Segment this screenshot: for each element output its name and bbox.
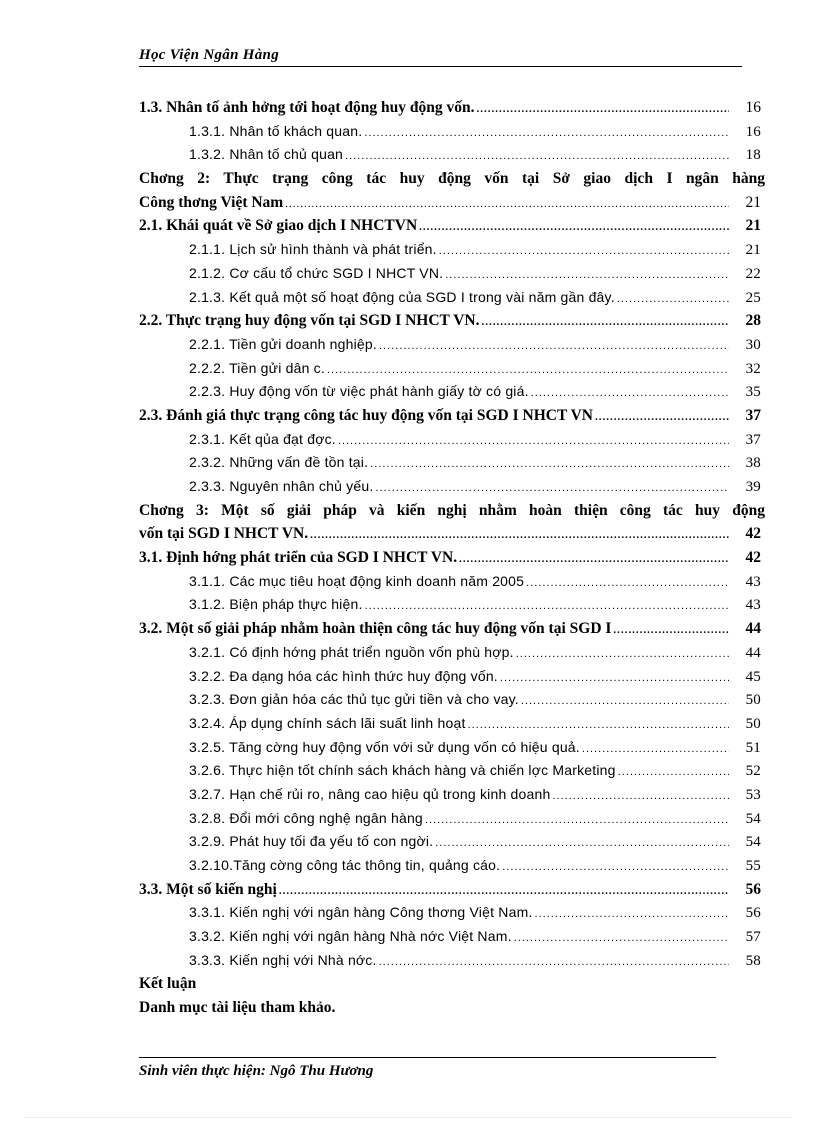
toc-label: 3.3.3. Kiến nghị với Nhà nớc.: [189, 951, 377, 968]
toc-label: 2.3. Đánh giá thực trạng công tác huy động vốn tại SGD I NHCT VN: [139, 406, 593, 424]
toc-label: 2.1. Khái quát về Sở giao dịch I NHCTVN: [139, 217, 418, 235]
toc-page-number: 37: [745, 431, 761, 448]
toc-page-number: 21: [745, 242, 761, 259]
toc-page-number: 35: [745, 384, 761, 401]
toc-label: 2.3.2. Những vấn đề tồn tại.: [189, 454, 369, 471]
toc-label: 3.3.1. Kiến nghị với ngân hàng Công thơng Việt Nam.: [189, 904, 533, 921]
toc-page-number: 18: [745, 147, 761, 164]
toc-leader-dots: [310, 524, 729, 548]
toc-page-number: 32: [745, 360, 761, 377]
toc-page-number: 28: [745, 312, 761, 330]
toc-label: 3.2.4. Áp dụng chính sách lãi suất linh hoạt: [189, 714, 466, 731]
toc-entry-2-2-3[interactable]: [139, 380, 761, 404]
toc-entry-conclusion[interactable]: Kết luận: [139, 975, 197, 993]
toc-page-number: 54: [745, 810, 761, 827]
toc-leader-dots: [582, 738, 729, 762]
toc-entry-3-1-1[interactable]: [139, 570, 761, 594]
toc-leader-dots: [379, 951, 729, 975]
toc-entry-3-1[interactable]: [139, 546, 761, 570]
toc-entry-3-2-8[interactable]: [139, 807, 761, 831]
toc-leader-dots: [425, 809, 729, 833]
toc-entry-3-3[interactable]: [139, 878, 761, 902]
toc-label: 1.3.1. Nhân tố khách quan.: [189, 122, 363, 139]
toc-entry-2-2-2[interactable]: [139, 357, 761, 381]
toc-label: 3.2.2. Đa dạng hóa các hình thức huy động vốn.: [189, 667, 498, 684]
toc-page-number: 37: [745, 406, 761, 424]
toc-page-number: 58: [745, 952, 761, 969]
header-rule: [139, 66, 742, 67]
toc-entry-2-3[interactable]: [139, 404, 761, 428]
toc-entry-2-2[interactable]: [139, 309, 761, 333]
toc-page-number: 45: [745, 668, 761, 685]
toc-leader-dots: [375, 477, 729, 501]
toc-leader-dots: [459, 548, 729, 572]
footer-rule: [139, 1057, 716, 1058]
toc-leader-dots: [279, 880, 729, 904]
toc-leader-dots: [521, 690, 729, 714]
toc-label: 2.1.1. Lịch sử hình thành và phát triển.: [189, 241, 437, 258]
toc-page-number: 16: [745, 123, 761, 140]
toc-leader-dots: [439, 240, 729, 264]
toc-leader-dots: [364, 122, 729, 146]
toc-leader-dots: [618, 761, 729, 785]
toc-entry-2-1-2[interactable]: [139, 262, 761, 286]
toc-entry-1-3-1[interactable]: [139, 120, 761, 144]
toc-label: Công thơng Việt Nam: [139, 193, 284, 211]
toc-leader-dots: [481, 311, 729, 335]
toc-label: vốn tại SGD I NHCT VN.: [139, 525, 309, 543]
toc-leader-dots: [516, 643, 729, 667]
toc-page-number: 52: [745, 763, 761, 780]
toc-entry-2-1-1[interactable]: [139, 238, 761, 262]
toc-leader-dots: [365, 595, 729, 619]
toc-entry-3-2[interactable]: [139, 617, 761, 641]
toc-label: 2.1.3. Kết quả một số hoạt động của SGD I trong vài năm gần đây.: [189, 288, 615, 305]
toc-entry-references[interactable]: Danh mục tài liệu tham khảo.: [139, 999, 336, 1017]
toc-page-number: 51: [745, 739, 761, 756]
toc-entry-1-3[interactable]: [139, 96, 761, 120]
toc-page-number: 57: [745, 929, 761, 946]
toc-label: 3.2.5. Tăng cờng huy động vốn với sử dụng vốn có hiệu quả.: [189, 738, 580, 755]
toc-label: 3.2.1. Có định hớng phát triển nguồn vốn phù hợp.: [189, 643, 514, 660]
toc-label: 2.3.1. Kết qủa đạt đợc.: [189, 430, 336, 447]
toc-label: 3.1. Định hớng phát triển của SGD I NHCT VN.: [139, 549, 458, 567]
toc-page-number: 43: [745, 597, 761, 614]
toc-leader-dots: [617, 288, 729, 312]
toc-leader-dots: [345, 145, 729, 169]
toc-entry-2-1[interactable]: [139, 214, 761, 238]
toc-page-number: 43: [745, 573, 761, 590]
toc-page-number: 39: [745, 479, 761, 496]
toc-chapter-3-title-cont[interactable]: [139, 522, 761, 546]
toc-page-number: 25: [745, 289, 761, 306]
toc-chapter-3-title[interactable]: Chơng 3: Một số giải pháp và kiến nghị nhằm hoàn thiện công tác huy động: [139, 501, 765, 519]
toc-label: 3.2.6. Thực hiện tốt chính sách khách hàng và chiến lợc Marketing: [189, 762, 616, 779]
toc-entry-3-3-3[interactable]: [139, 949, 761, 973]
toc-entry-3-2-1[interactable]: [139, 641, 761, 665]
toc-leader-dots: [435, 832, 729, 856]
toc-leader-dots: [476, 98, 729, 122]
toc-label: 3.3.2. Kiến nghị với ngân hàng Nhà nớc Việt Nam.: [189, 928, 512, 945]
toc-page-number: 44: [745, 644, 761, 661]
toc-entry-2-2-1[interactable]: [139, 333, 761, 357]
toc-label: 2.1.2. Cơ cấu tổ chức SGD I NHCT VN.: [189, 264, 444, 281]
toc-entry-2-3-1[interactable]: [139, 428, 761, 452]
toc-leader-dots: [338, 430, 729, 454]
toc-leader-dots: [531, 382, 729, 406]
toc-page-number: 42: [745, 525, 761, 543]
toc-entry-2-3-2[interactable]: [139, 451, 761, 475]
toc-chapter-2-title[interactable]: Chơng 2: Thực trạng công tác huy động vốn tại Sở giao dịch I ngân hàng: [139, 170, 765, 188]
toc-leader-dots: [468, 714, 729, 738]
toc-page-number: 50: [745, 692, 761, 709]
toc-page-number: 22: [745, 265, 761, 282]
toc-leader-dots: [370, 453, 729, 477]
toc-page-number: 44: [745, 620, 761, 638]
page-bottom-dotted-line: [25, 1117, 791, 1118]
toc-leader-dots: [535, 903, 729, 927]
toc-leader-dots: [379, 335, 729, 359]
toc-leader-dots: [445, 264, 729, 288]
toc-leader-dots: [285, 193, 729, 217]
toc-label: 2.2.3. Huy động vốn từ việc phát hành giấy tờ có giá.: [189, 383, 529, 400]
toc-label: 1.3. Nhân tố ảnh hởng tới hoạt động huy động vốn.: [139, 99, 475, 116]
table-of-contents: [139, 96, 765, 1020]
toc-entry-3-2-3[interactable]: [139, 688, 761, 712]
toc-entry-3-3-1[interactable]: [139, 901, 761, 925]
toc-label: 3.3. Một số kiến nghị: [139, 880, 277, 898]
toc-entry-3-2-7[interactable]: [139, 783, 761, 807]
toc-leader-dots: [514, 927, 729, 951]
toc-leader-dots: [502, 856, 729, 880]
toc-chapter-2-title-cont[interactable]: [139, 191, 761, 215]
toc-leader-dots: [526, 572, 729, 596]
toc-page-number: 16: [745, 99, 761, 116]
toc-leader-dots: [327, 359, 729, 383]
toc-page-number: 50: [745, 715, 761, 732]
toc-label: 2.2.2. Tiền gửi dân c.: [189, 359, 325, 376]
toc-entry-3-2-9[interactable]: [139, 830, 761, 854]
toc-page-number: 21: [745, 193, 761, 211]
toc-leader-dots: [613, 619, 729, 643]
toc-page-number: 42: [745, 549, 761, 567]
toc-entry-3-2-4[interactable]: [139, 712, 761, 736]
toc-label: 3.2.9. Phát huy tối đa yếu tố con ngời.: [189, 833, 434, 850]
toc-label: 2.2.1. Tiền gửi doanh nghiệp.: [189, 335, 377, 352]
toc-page-number: 30: [745, 336, 761, 353]
toc-page-number: 53: [745, 786, 761, 803]
toc-entry-1-3-2[interactable]: [139, 143, 761, 167]
toc-label: 2.3.3. Nguyên nhân chủ yếu.: [189, 478, 374, 495]
toc-leader-dots: [595, 406, 729, 430]
header-title: Học Viện Ngân Hàng: [139, 47, 280, 63]
toc-label: 1.3.2. Nhân tố chủ quan: [189, 146, 344, 163]
toc-label: 3.2.10.Tăng cờng công tác thông tin, quảng cáo.: [189, 857, 501, 874]
toc-leader-dots: [500, 667, 729, 691]
toc-label: 3.1.2. Biện pháp thực hiện.: [189, 596, 363, 613]
toc-entry-3-2-5[interactable]: [139, 736, 761, 760]
toc-entry-3-2-2[interactable]: [139, 665, 761, 689]
toc-label: 3.2.8. Đổi mới công nghệ ngân hàng: [189, 809, 423, 826]
toc-label: 3.2.3. Đơn giản hóa các thủ tục gửi tiền và cho vay.: [189, 691, 519, 708]
toc-entry-2-1-3[interactable]: [139, 286, 761, 310]
toc-entry-3-2-10[interactable]: [139, 854, 761, 878]
toc-entry-3-1-2[interactable]: [139, 593, 761, 617]
toc-label: 3.2. Một số giải pháp nhằm hoàn thiện công tác huy động vốn tại SGD I: [139, 620, 612, 638]
toc-label: 3.1.1. Các mục tiêu hoạt động kinh doanh năm 2005: [189, 572, 525, 589]
toc-page-number: 21: [745, 217, 761, 235]
toc-entry-3-2-6[interactable]: [139, 759, 761, 783]
toc-entry-2-3-3[interactable]: [139, 475, 761, 499]
toc-leader-dots: [552, 785, 729, 809]
toc-page-number: 55: [745, 858, 761, 875]
toc-page-number: 56: [745, 905, 761, 922]
toc-label: 2.2. Thực trạng huy động vốn tại SGD I NHCT VN.: [139, 312, 480, 330]
toc-entry-3-3-2[interactable]: [139, 925, 761, 949]
toc-page-number: 38: [745, 455, 761, 472]
toc-page-number: 54: [745, 834, 761, 851]
toc-page-number: 56: [745, 880, 761, 898]
toc-leader-dots: [419, 216, 729, 240]
footer-author: Sinh viên thực hiện: Ngô Thu Hương: [139, 1063, 374, 1079]
toc-label: 3.2.7. Hạn chế rủi ro, nâng cao hiệu qủ trong kinh doanh: [189, 785, 551, 802]
